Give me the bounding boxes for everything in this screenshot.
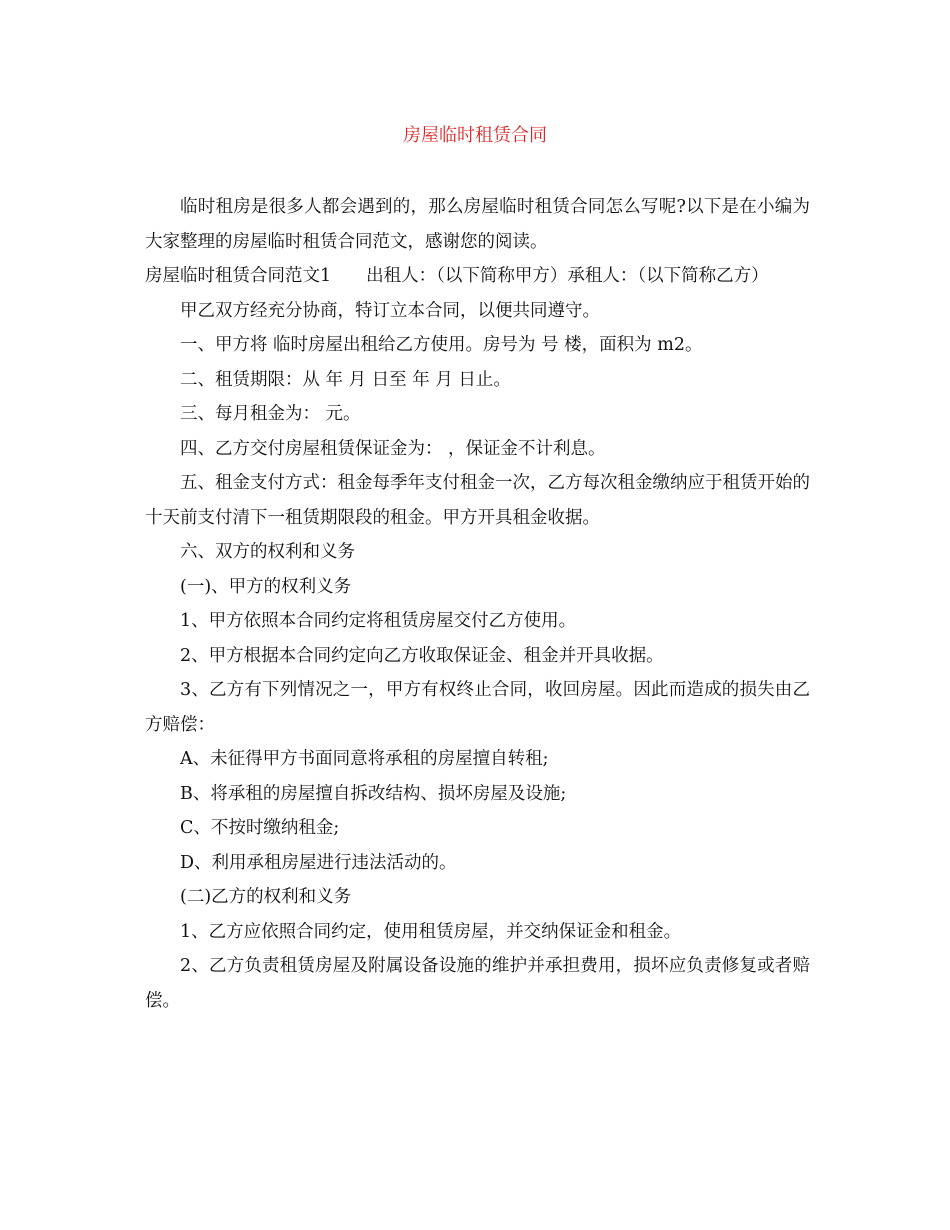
paragraph: 五、租金支付方式：租金每季年支付租金一次，乙方每次租金缴纳应于租赁开始的十天前支付清下一租赁期限段的租金。甲方开具租金收据。: [145, 473, 810, 528]
paragraph: 3、乙方有下列情况之一，甲方有权终止合同，收回房屋。因此而造成的损失由乙方赔偿：: [145, 680, 810, 735]
paragraph: 四、乙方交付房屋租赁保证金为： ，保证金不计利息。: [180, 438, 606, 459]
paragraph: (二)乙方的权利和义务: [180, 887, 352, 907]
paragraph: 甲乙双方经充分协商，特订立本合同，以便共同遵守。: [180, 300, 600, 321]
paragraph: (一)、甲方的权利义务: [180, 576, 352, 597]
paragraph: C、不按时缴纳租金;: [180, 818, 340, 838]
paragraph: 1、乙方应依照合同约定，使用租赁房屋，并交纳保证金和租金。: [180, 921, 682, 942]
paragraph: 2、乙方负责租赁房屋及附属设备设施的维护并承担费用，损坏应负责修复或者赔偿。: [145, 956, 810, 1011]
document-title: 房屋临时租赁合同: [403, 125, 547, 146]
paragraph: 一、甲方将 临时房屋出租给乙方使用。房号为 号 楼，面积为 m2。: [180, 335, 703, 355]
paragraph: 二、租赁期限：从 年 月 日至 年 月 日止。: [180, 369, 511, 390]
document-body: [145, 190, 810, 1018]
paragraph: 2、甲方根据本合同约定向乙方收取保证金、租金并开具收据。: [180, 645, 664, 666]
paragraph: B、将承租的房屋擅自拆改结构、损坏房屋及设施;: [180, 783, 567, 804]
paragraph: D、利用承租房屋进行违法活动的。: [180, 852, 457, 873]
paragraph: 三、每月租金为： 元。: [180, 404, 361, 424]
paragraph: A、未征得甲方书面同意将承租的房屋擅自转租;: [180, 749, 549, 769]
paragraph: 1、甲方依照本合同约定将租赁房屋交付乙方使用。: [180, 611, 577, 631]
paragraph: 临时租房是很多人都会遇到的，那么房屋临时租赁合同怎么写呢?以下是在小编为大家整理的房屋临时租赁合同范文，感谢您的阅读。: [145, 197, 810, 252]
paragraph: 六、双方的权利和义务: [180, 542, 355, 562]
paragraph: 房屋临时租赁合同范文1 出租人：（以下简称甲方）承租人：（以下简称乙方）: [145, 266, 769, 286]
